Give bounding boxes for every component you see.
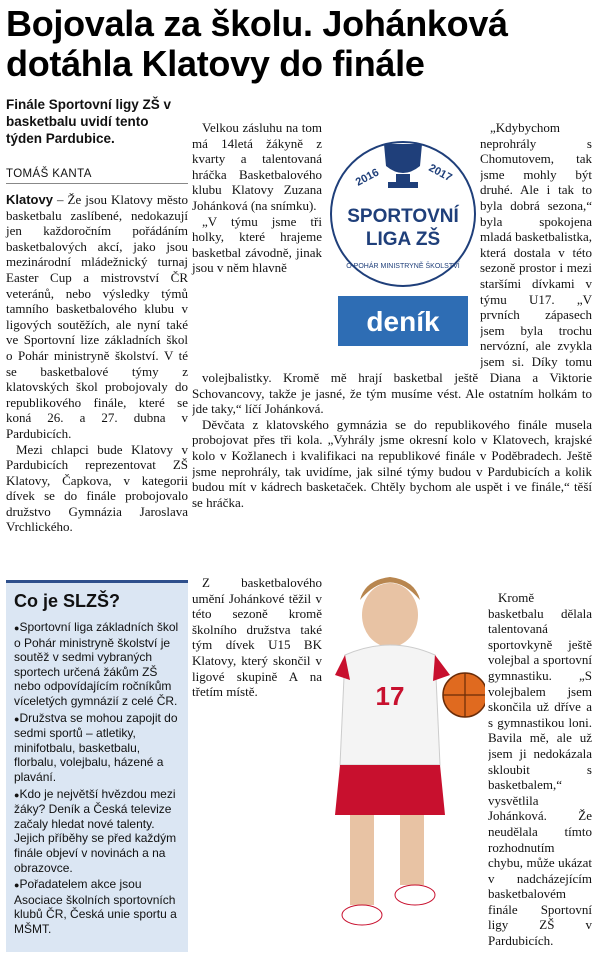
jersey-number: 17 — [375, 681, 405, 711]
article-paragraph: Mezi chlapci bude Klatovy v Pardubicích reprezentovat ZŠ Klatovy, Čapkova, v kategorii dívek se do finále probojovalo družstvo Gymnázia Jaroslava Vrchlického. — [6, 441, 188, 535]
trophy-icon — [384, 144, 422, 173]
article-paragraph: „Kdybychom neprohrály s Chomutovem, tak jsme mohly být druhé. Ale i tak to byla dobrá sezona,“ byla spokojena mladá basketbalistka, která dostala v této sezoně prostor i mezi staršími dívkami v týmu U17. „V prvních zápasech jsem byla trochu nervózní, ale zvykla jsem si. Díky tomu — [480, 120, 592, 369]
logo-year-left: 2016 — [353, 166, 382, 189]
logo-line-2: LIGA ZŠ — [365, 229, 441, 250]
article-column-1 — [6, 192, 188, 535]
sidebar-item: ● Pořadatelem akce jsou Asociace školních sportovních klubů ČR, Česká unie sportu a MŠMT. — [14, 877, 180, 936]
article-column-2 — [192, 120, 322, 276]
sidebar-list — [14, 620, 180, 936]
sidebar-title: Co je SLZŠ? — [14, 591, 121, 611]
author-byline: TOMÁŠ KANTA — [6, 168, 188, 184]
logo-line-1: SPORTOVNÍ — [347, 206, 459, 227]
article-wide-block — [192, 370, 592, 570]
article-paragraph: Děvčata z klatovského gymnázia se do republikového finále musela probojovat přes tři kola. „Vyhrály jsme okresní kolo v Klatovech, krajské kolo v Kožlanech i kvalifikaci na republikové finále v Poděbradech. Ještě jsme neprohrály, tak uvidíme, jak silné týmy budou v Pardubicích a kolik budou mít v kádrech basketaček. Chtěly bychom ale uspět i ve finále,“ těší se hráčka. — [192, 416, 592, 510]
player-photo — [315, 555, 485, 945]
sidebar-item: ● Družstva se mohou zapojit do sedmi sportů – atletiky, minifotbalu, basketbalu, florbalu, volejbalu, házené a plavání. — [14, 711, 180, 785]
denik-brand: deník — [366, 306, 440, 337]
article-paragraph: „V týmu jsme tři holky, které hrajeme basketbal závodně, jinak jsou v něm hlavně — [192, 213, 322, 276]
article-column-3 — [480, 120, 592, 370]
dateline: Klatovy — [6, 192, 53, 207]
article-paragraph: Velkou zásluhu na tom má 14letá žákyně z kvarty a talentovaná hráčka Basketbalového klubu Klatovy Zuzana Johánková (na snímku). — [192, 120, 322, 213]
article-column-2-bottom — [192, 575, 322, 950]
article-paragraph: Z basketbalového umění Johánkové těžil v této sezoně kromě školního družstva také tým dívek U15 BK Klatovy, který skončil v ligové skupině A na třetím místě. — [192, 575, 322, 700]
info-sidebar — [6, 580, 188, 952]
headline: Bojovala za školu. Johánková dotáhla Klatovy do finále — [6, 3, 508, 84]
paragraph-text: – Že jsou Klatovy město basketbalu zaslíbené, nedokazují jen každoročním pořádáním basketbalových akcí, jako jsou mezinárodní mládežnický turnaj Easter Cup a mistrovství ČR veteránů, nebo výsledky týmů tamního basketbalového klubu v ligových soutěžích, ale nyní také ve Sportovní lize základních škol o Pohár ministryně školství. V té se basketbalové týmy z klatovských škol probojovaly do republikového finále, které se koná 26. a 27. dubna v Pardubicích. — [6, 192, 188, 441]
article-paragraph: Kromě basketbalu dělala talentovaná sportovkyně ještě volejbal a sportovní gymnastiku. „S volejbalem jsem skončila už dříve a s gymnastikou loni. Bavila mě, ale už jsem ji nedokázala skloubit s basketbalem,“ vysvětlila Johánková. Že neudělala tímto rozhodnutím chybu, může ukázat v nadcházejícím basketbalovém finále Sportovní ligy ZŠ v Pardubicích. — [488, 590, 592, 949]
article-paragraph: volejbalistky. Kromě mě hrají basketbal ještě Diana a Viktorie Schovancovy, takže je jasné, že tým musíme vést. Ale ostatním holkám to jde taky,“ líčí Johánková. — [192, 370, 592, 417]
logo-arc-text: O POHÁR MINISTRYNĚ ŠKOLSTVÍ — [346, 263, 460, 270]
logo-year-right: 2017 — [426, 162, 454, 185]
sidebar-item: ● Kdo je největší hvězdou mezi žáky? Deník a Česká televize začaly hledat nové talenty. Jejich příběhy se před každým finále objeví v novinách a na obrazovce. — [14, 787, 180, 876]
article-paragraph — [6, 192, 188, 442]
perex: Finále Sportovní ligy ZŠ v basketbalu uvidí tento týden Pardubice. — [6, 97, 172, 146]
sportovni-liga-logo — [324, 126, 482, 356]
article-column-3-bottom — [488, 590, 592, 950]
sidebar-item: ● Sportovní liga základních škol o Pohár ministryně školství je soutěž v sedmi vybraných sportech určená žákům ZŠ nebo odpovídajícím ročníkům víceletých gymnázií z celé ČR. — [14, 620, 180, 709]
